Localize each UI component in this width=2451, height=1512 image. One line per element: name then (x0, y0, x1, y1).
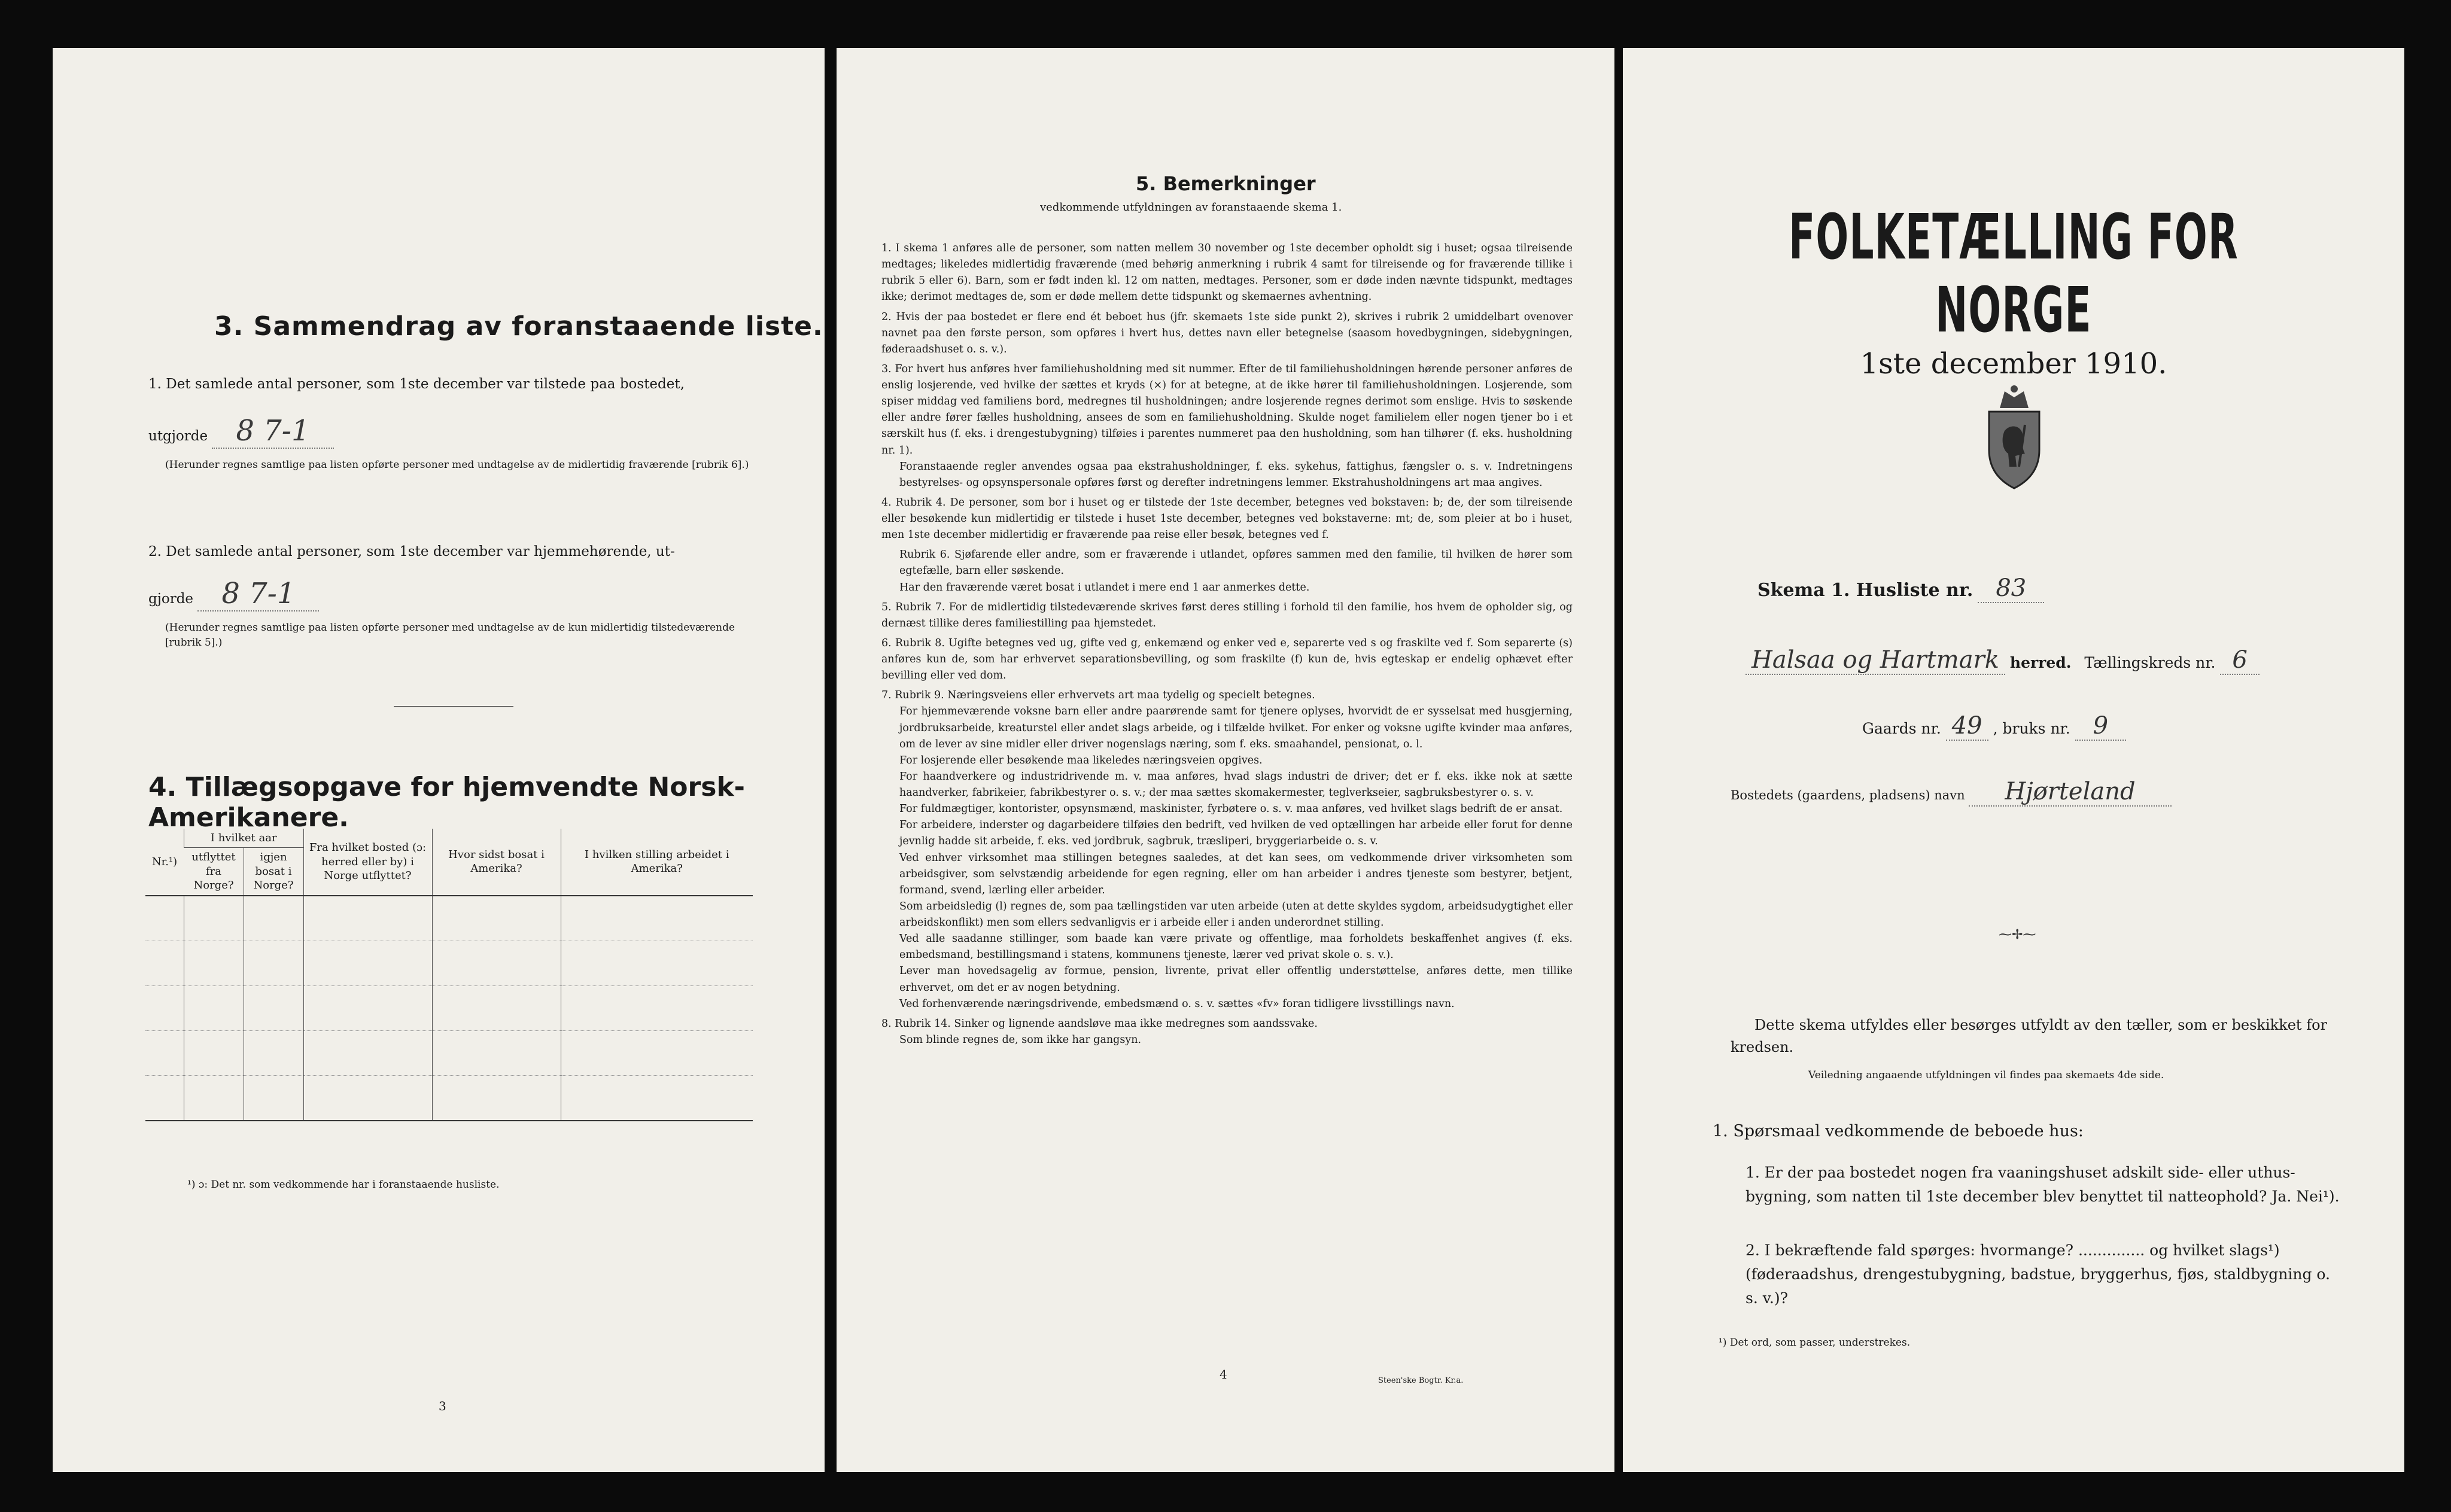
gaards-value: 49 (1946, 712, 1988, 741)
gaards-line (1862, 712, 2126, 740)
table-row (145, 896, 753, 941)
summary-item-2 (148, 541, 771, 650)
gaards-label: Gaards nr. (1862, 720, 1941, 737)
remark-8b: Som blinde regnes de, som ikke har gangsyn. (899, 1033, 1142, 1046)
norwegian-coat-of-arms-icon (1981, 383, 2048, 491)
summary-item-1-note: (Herunder regnes samtlige paa listen opførte personer med undtagelse av de midlertidig fraværende [rubrik 6].) (165, 459, 749, 471)
section-5-subtitle: vedkommende utfyldningen av foranstaaende skema 1. (1040, 201, 1342, 214)
bosted-label: Bostedets (gaardens, pladsens) navn (1731, 788, 1965, 802)
ornament-icon: ⁓✢⁓ (1999, 927, 2036, 942)
page-middle (837, 48, 1614, 1472)
remark-7e: For fuldmægtiger, kontorister, opsynsmænd, maskinister, fyrbøtere o. s. v. maa anføres, ved hvilket slags bedrift de er ansat. (899, 803, 1563, 816)
page-number: 4 (1220, 1367, 1227, 1382)
section-5-title: 5. Bemerkninger (1136, 172, 1316, 195)
col-returned: igjen bosat i Norge? (244, 848, 303, 896)
page-footnote: ¹) Det ord, som passer, understrekes. (1719, 1337, 1911, 1349)
remark-7d: For haandverkere og industridrivende m. v. maa anføres, hvad slags industri de driver; det er f. eks. ikke nok at sætte haandverker, fabrikeier, fabrikbestyrer o. s. v.; der maa sættes skomakermester, teglverkseier, sagbruksbestyrer o. s. v. (899, 770, 1573, 799)
remarks-list (881, 241, 1573, 1048)
remark-7i: Ved alle saadanne stillinger, som baade kan være private og offentlige, maa forholdets beskaffenhet angives (f. eks. embedsmand, bestillingsmand i statens, kommunens tjeneste, lærer ved privat skole o. s. v.). (899, 933, 1573, 962)
printer-mark: Steen'ske Bogtr. Kr.a. (1378, 1376, 1464, 1385)
krets-label: Tællingskreds nr. (2084, 654, 2216, 671)
herred-value: Halsaa og Hartmark (1745, 646, 2005, 675)
bruks-value: 9 (2075, 712, 2126, 741)
krets-value: 6 (2220, 646, 2259, 675)
summary-item-2-text: 2. Det samlede antal personer, som 1ste december var hjemmehørende, ut- (148, 544, 675, 559)
summary-item-2-note: (Herunder regnes samtlige paa listen opførte personer med undtagelse av de kun midlertidig tilstedeværende [rubrik 5].) (165, 622, 735, 649)
remark-4: 4. Rubrik 4. De personer, som bor i huset og er tilstede der 1ste december, betegnes ved bokstaven: b; de, der som tilreisende eller besøkende kun midlertidig er tilstede i huset 1ste december, betegnes ved bokstaverne: mt; de, som pleier at bo i huset, men 1ste december midlertidig er fraværende paa reise eller besøk, betegnes ved f. (881, 496, 1573, 541)
census-date: 1ste december 1910. (1860, 347, 2167, 381)
schema-line (1757, 574, 2044, 602)
bosted-value: Hjørteland (1969, 778, 2171, 807)
norwegian-american-table (145, 829, 753, 1121)
col-group-year: I hvilket aar (184, 829, 304, 848)
remark-6: 6. Rubrik 8. Ugifte betegnes ved ug, gifte ved g, enkemænd og enker ved e, separerte ved s og fraskilte ved f. Som separerte (s) anføres kun de, som har erhvervet separationsbevilling, og som fraskilte (f) kun de, hvis egteskap er endelig ophævet efter bevilling eller ved dom. (881, 637, 1573, 682)
section-4-title: 4. Tillægsopgave for hjemvendte Norsk-Amerikanere. (148, 772, 745, 833)
herred-line (1745, 646, 2260, 674)
table-row (145, 1075, 753, 1121)
guide-text: Veiledning angaaende utfyldningen vil findes paa skemaets 4de side. (1808, 1069, 2164, 1081)
col-from-place: Fra hvilket bosted (ɔ: herred eller by) i Norge utflyttet? (303, 829, 432, 896)
remark-7j: Lever man hovedsagelig av formue, pension, livrente, privat eller offentlig understøttelse, anføres dette, men tillike erhvervet, om det er av nogen betydning. (899, 965, 1573, 994)
schema-label: Skema 1. Husliste nr. (1757, 580, 1973, 601)
remark-8: 8. Rubrik 14. Sinker og lignende aandsløve maa ikke medregnes som aandssvake. (881, 1017, 1318, 1030)
bosted-line (1731, 778, 2172, 805)
remark-7b: For hjemmeværende voksne barn eller andre paarørende samt for tjenere oplyses, hvorvidt de er sysselsat med husgjerning, jordbruksarbeide, kreaturstel eller andet slags arbeide, og i tilfælde hvilket. For enker og voksne ugifte kvinder maa anføres, om de lever av sine midler eller driver nogenslags næring, som f. eks. smaahandel, pensionat, o. l. (899, 705, 1573, 750)
table-row (145, 985, 753, 1030)
remark-2: 2. Hvis der paa bostedet er flere end ét beboet hus (jfr. skemaets 1ste side punkt 2), skrives i rubrik 2 umiddelbart ovenover navnet paa den første person, som opføres i hvert hus, dettes navn eller betegnelse (saasom hovedbygningen, sidebygningen, føderaadshuset o. s. v.). (881, 311, 1573, 355)
table-footnote: ¹) ɔ: Det nr. som vedkommende har i foranstaaende husliste. (187, 1179, 500, 1191)
section-3-title: 3. Sammendrag av foranstaaende liste. (214, 311, 823, 342)
summary-item-2-value: 8 7-1 (197, 577, 319, 612)
remark-7h: Som arbeidsledig (l) regnes de, som paa tællingstiden var uten arbeide (uten at dette skyldes sygdom, arbeidsudygtighet eller arbeidskonflikt) men som ellers sedvanligvis er i arbeide eller i anden underordnet stilling. (899, 900, 1573, 929)
summary-item-1-text: 1. Det samlede antal personer, som 1ste december var tilstede paa bostedet, (148, 376, 685, 392)
remark-7c: For losjerende eller besøkende maa likeledes næringsveien opgives. (899, 754, 1263, 766)
table-row (145, 941, 753, 985)
intro-text: Dette skema utfyldes eller besørges utfyldt av den tæller, som er beskikket for kredsen. (1731, 1017, 2328, 1056)
remark-4c: Har den fraværende været bosat i utlandet i mere end 1 aar anmerkes dette. (899, 581, 1310, 594)
remark-3b: Foranstaaende regler anvendes ogsaa paa ekstrahusholdninger, f. eks. sykehus, fattighus, fængsler o. s. v. Indretningens bestyrelses- og opsynspersonale opføres først og derefter indretningens lemmer. Ekstrahusholdningens art maa angives. (899, 460, 1573, 489)
remark-7g: Ved enhver virksomhet maa stillingen betegnes saaledes, at det kan sees, om vedkommende driver virksomheten som arbeidsgiver, som selvstændig arbeidende for egen regning, eller om han arbeider i andres tjeneste som bestyrer, betjent, formand, svend, lærling eller arbeider. (899, 851, 1573, 896)
remark-5: 5. Rubrik 7. For de midlertidig tilstedeværende skrives først deres stilling i forhold til den familie, hos hvem de opholder sig, og dernæst tillike deres familiestilling paa hjemstedet. (881, 601, 1573, 629)
remark-4b: Rubrik 6. Sjøfarende eller andre, som er fraværende i utlandet, opføres sammen med den familie, til hvilken de hører som egtefælle, barn eller søskende. (899, 549, 1573, 577)
summary-item-2-lead: gjorde (148, 591, 194, 607)
col-emigrated: utflyttet fra Norge? (191, 851, 236, 892)
table-row (145, 1030, 753, 1075)
question-1-2: 2. I bekræftende fald spørges: hvormange? .............. og hvilket slags¹) (føderaadshus, drengestubygning, badstue, bryggerhus, fjøs, staldbygning o. s. v.)? (1745, 1242, 2330, 1307)
col-nr: Nr.¹) (151, 855, 178, 868)
herred-label: herred. (2009, 654, 2072, 671)
summary-item-1 (148, 374, 771, 473)
divider (394, 706, 513, 707)
summary-item-1-value: 8 7-1 (212, 414, 333, 449)
page-right (1623, 48, 2404, 1472)
question-1-title: 1. Spørsmaal vedkommende de beboede hus: (1713, 1122, 2084, 1140)
remark-3: 3. For hvert hus anføres hver familiehusholdning med sit nummer. Efter de til familiehusholdningen hørende personer anføres de enslig losjerende, ved hvilke der sættes et kryds (×) for at betegne, at de ikke hører til familiehusholdningen. Losjerende, som spiser middag ved familiens bord, medregnes til husholdningen; andre losjerende regnes derimot som enslige. Hvis to søskende eller andre fører fælles husholdning, ansees de som en familiehusholdning. Skulde noget familielem eller nogen tjener bo i et særskilt hus (f. eks. i drengestubygning) tilføies i parentes nummeret paa den husholdning, som han tilhører (f. eks. husholdning nr. 1). (881, 363, 1573, 457)
col-last-america: Hvor sidst bosat i Amerika? (432, 829, 561, 896)
col-position: I hvilken stilling arbeidet i Amerika? (561, 829, 753, 896)
remark-7k: Ved forhenværende næringsdrivende, embedsmænd o. s. v. sættes «fv» foran tidligere livsstillings navn. (899, 997, 1455, 1010)
remark-7: 7. Rubrik 9. Næringsveiens eller erhvervets art maa tydelig og specielt betegnes. (881, 689, 1315, 702)
husliste-number: 83 (1978, 574, 2044, 603)
remark-7f: For arbeidere, inderster og dagarbeidere tilføies den bedrift, ved hvilken de ved optællingen har arbeide eller forut for denne jevnlig hadde sit arbeide, f. eks. ved jordbruk, sagbruk, træsliperi, bryggeriarbeide o. s. v. (899, 819, 1573, 848)
page-number: 3 (439, 1399, 446, 1413)
bruks-label: , bruks nr. (1993, 720, 2070, 737)
summary-item-1-lead: utgjorde (148, 428, 208, 444)
census-title: FOLKETÆLLING FOR NORGE (1789, 200, 2239, 346)
page-left (53, 48, 825, 1472)
remark-1: 1. I skema 1 anføres alle de personer, som natten mellem 30 november og 1ste december opholdt sig i huset; ogsaa tilreisende medtages; likeledes midlertidig fraværende (med behørig anmerkning i rubrik 4 samt for tilreisende og for fraværende tillike i rubrik 5 eller 6). Barn, som er født inden kl. 12 om natten, medtages. Personer, som er døde inden nævnte tidspunkt, medtages ikke; derimot medtages de, som er døde mellem dette tidspunkt og skemaernes avhentning. (881, 242, 1573, 303)
question-1-1: 1. Er der paa bostedet nogen fra vaaningshuset adskilt side- eller uthus-bygning, som natten til 1ste december blev benyttet til natteophold? Ja. Nei¹). (1745, 1164, 2340, 1205)
